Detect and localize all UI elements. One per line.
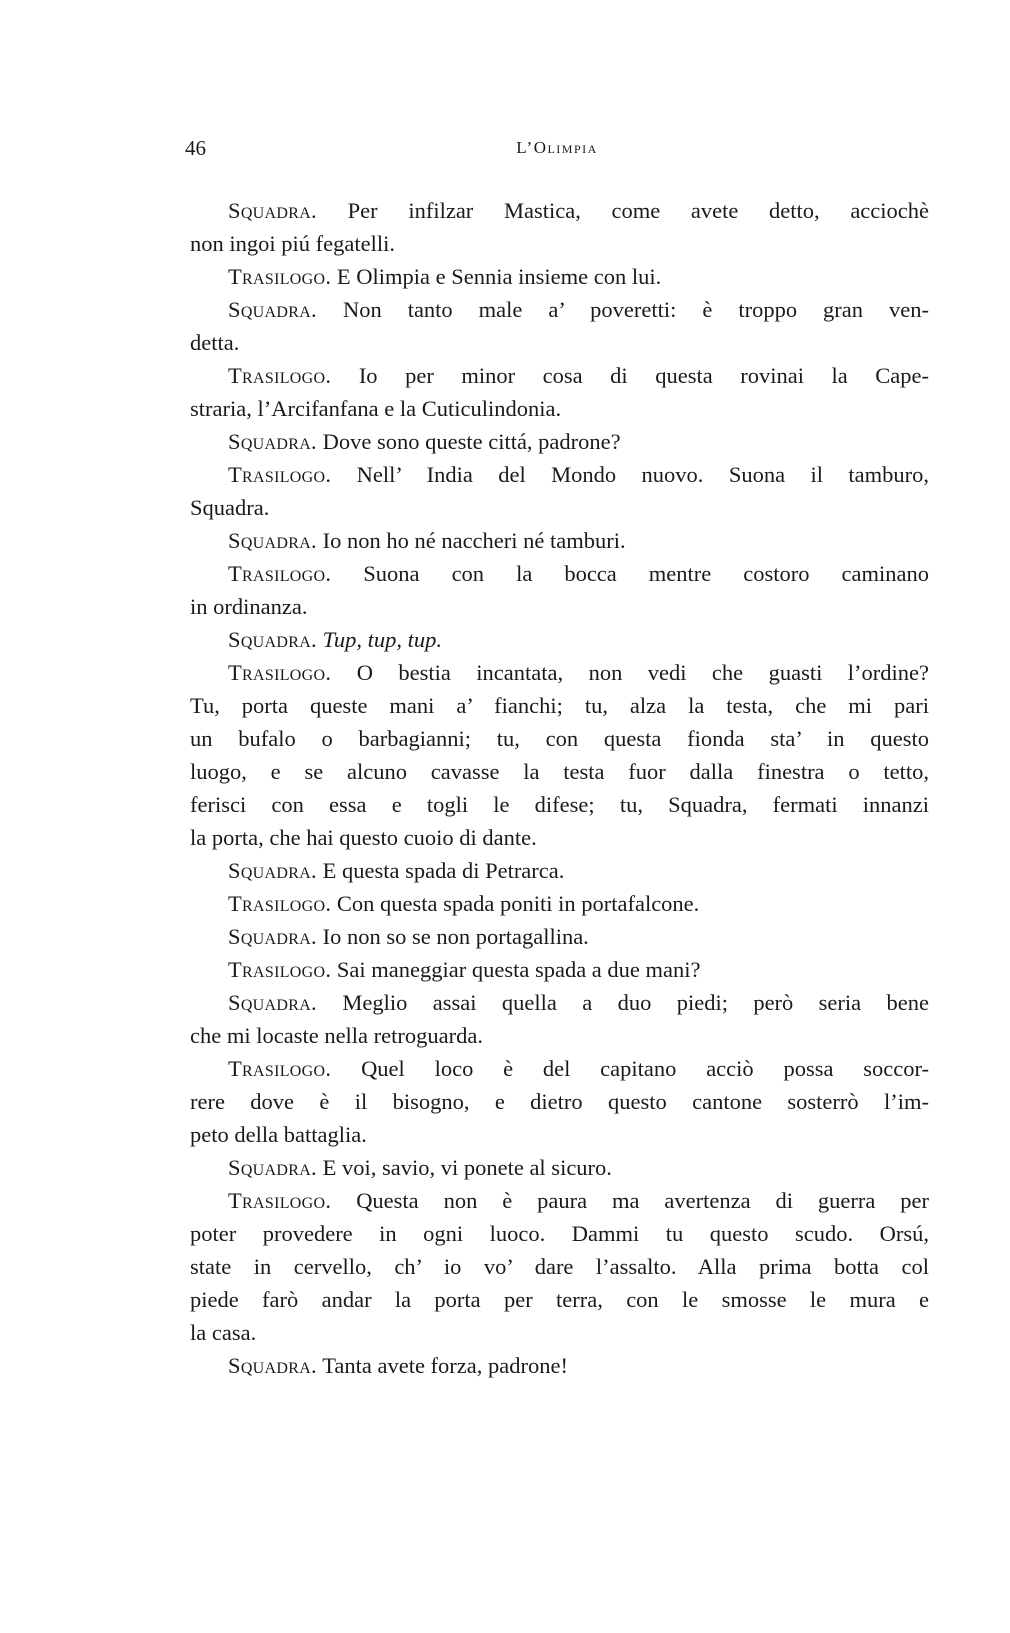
- speech: [190, 1052, 929, 1151]
- text-line: [190, 1151, 929, 1184]
- line-text: Dove sono queste cittá, padrone?: [322, 429, 621, 454]
- line-text: Io non so se non portagallina.: [322, 924, 589, 949]
- speech: [190, 854, 929, 887]
- line-text: Tup, tup, tup.: [322, 627, 443, 652]
- speaker-name: Trasilogo.: [228, 264, 332, 289]
- text-line: [190, 458, 929, 491]
- text-line: [190, 1184, 929, 1217]
- line-text: Quel loco è del capitano acciò possa soccor-: [361, 1056, 929, 1081]
- text-line: [190, 194, 929, 227]
- line-text: peto della battaglia.: [190, 1122, 367, 1147]
- line-text: Tu, porta queste mani a’ fianchi; tu, alza la testa, che mi pari: [190, 693, 929, 718]
- line-text: Questa non è paura ma avertenza di guerra per: [356, 1188, 930, 1213]
- line-text: Squadra.: [190, 495, 270, 520]
- line-text: rere dove è il bisogno, e dietro questo cantone sosterrò l’im-: [190, 1089, 929, 1114]
- text-line: [190, 1250, 929, 1283]
- line-text: Con questa spada poniti in portafalcone.: [336, 891, 700, 916]
- text-line: [190, 557, 929, 590]
- line-text: detta.: [190, 330, 240, 355]
- line-text: Meglio assai quella a duo piedi; però seria bene: [342, 990, 929, 1015]
- speaker-name: Squadra.: [228, 1353, 317, 1378]
- text-line: [190, 887, 929, 920]
- speaker-name: Trasilogo.: [228, 957, 332, 982]
- text-line: [190, 1019, 929, 1052]
- line-text: O bestia incantata, non vedi che guasti l’ordine?: [356, 660, 929, 685]
- speech: [190, 656, 929, 854]
- speaker-name: Trasilogo.: [228, 363, 332, 388]
- speech: [190, 1349, 929, 1382]
- line-text: state in cervello, ch’ io vo’ dare l’assalto. Alla prima botta col: [190, 1254, 929, 1279]
- line-text: Sai maneggiar questa spada a due mani?: [336, 957, 701, 982]
- text-line: [190, 953, 929, 986]
- text-line: [190, 1052, 929, 1085]
- speaker-name: Trasilogo.: [228, 1056, 332, 1081]
- text-line: [190, 656, 929, 689]
- speech: [190, 194, 929, 260]
- text-line: [190, 1085, 929, 1118]
- speaker-name: Squadra.: [228, 1155, 317, 1180]
- line-text: Per infilzar Mastica, come avete detto, acciochè: [347, 198, 930, 223]
- text-line: [190, 524, 929, 557]
- line-text: poter provedere in ogni luoco. Dammi tu questo scudo. Orsú,: [190, 1221, 929, 1246]
- line-text: Non tanto male a’ poveretti: è troppo gran ven-: [342, 297, 929, 322]
- text-line: [190, 1217, 929, 1250]
- speaker-name: Squadra.: [228, 627, 317, 652]
- line-text: Suona con la bocca mentre costoro caminano: [363, 561, 930, 586]
- line-text: Nell’ India del Mondo nuovo. Suona il tamburo,: [356, 462, 929, 487]
- text-line: [190, 788, 929, 821]
- text-line: [190, 623, 929, 656]
- speaker-name: Squadra.: [228, 429, 317, 454]
- line-text: Io per minor cosa di questa rovinai la Cape-: [358, 363, 930, 388]
- text-line: [190, 1349, 929, 1382]
- line-text: ferisci con essa e togli le difese; tu, Squadra, fermati innanzi: [190, 792, 929, 817]
- line-text: Io non ho né naccheri né tamburi.: [322, 528, 626, 553]
- text-line: [190, 260, 929, 293]
- speaker-name: Trasilogo.: [228, 1188, 332, 1213]
- speech: [190, 524, 929, 557]
- page-number: 46: [185, 136, 206, 160]
- text-line: [190, 227, 929, 260]
- speech: [190, 359, 929, 425]
- line-text: non ingoi piú fegatelli.: [190, 231, 395, 256]
- speech: [190, 953, 929, 986]
- text-line: [190, 491, 929, 524]
- line-text: un bufalo o barbagianni; tu, con questa fionda sta’ in questo: [190, 726, 929, 751]
- line-text: straria, l’Arcifanfana e la Cuticulindonia.: [190, 396, 562, 421]
- speech: [190, 986, 929, 1052]
- speaker-name: Trasilogo.: [228, 561, 332, 586]
- text-line: [190, 755, 929, 788]
- speech: [190, 458, 929, 524]
- speech: [190, 1184, 929, 1349]
- text-line: [190, 359, 929, 392]
- text-line: [190, 986, 929, 1019]
- speaker-name: Squadra.: [228, 297, 317, 322]
- text-line: [190, 1283, 929, 1316]
- speech: [190, 623, 929, 656]
- text-line: [190, 821, 929, 854]
- text-line: [190, 854, 929, 887]
- text-line: [190, 722, 929, 755]
- speaker-name: Squadra.: [228, 198, 317, 223]
- line-text: piede farò andar la porta per terra, con le smosse le mura e: [190, 1287, 929, 1312]
- text-line: [190, 1118, 929, 1151]
- line-text: luogo, e se alcuno cavasse la testa fuor dalla finestra o tetto,: [190, 759, 929, 784]
- speaker-name: Squadra.: [228, 528, 317, 553]
- line-text: Tanta avete forza, padrone!: [322, 1353, 568, 1378]
- speaker-name: Squadra.: [228, 924, 317, 949]
- speech: [190, 425, 929, 458]
- speaker-name: Trasilogo.: [228, 660, 332, 685]
- text-line: [190, 392, 929, 425]
- speech: [190, 293, 929, 359]
- text-line: [190, 590, 929, 623]
- speech: [190, 1151, 929, 1184]
- text-line: [190, 425, 929, 458]
- dialogue-text: [190, 194, 929, 1382]
- line-text: la casa.: [190, 1320, 257, 1345]
- text-line: [190, 689, 929, 722]
- speech: [190, 260, 929, 293]
- line-text: che mi locaste nella retroguarda.: [190, 1023, 483, 1048]
- speech: [190, 887, 929, 920]
- speech: [190, 557, 929, 623]
- speaker-name: Squadra.: [228, 990, 317, 1015]
- text-line: [190, 1316, 929, 1349]
- line-text: E Olimpia e Sennia insieme con lui.: [336, 264, 662, 289]
- line-text: E questa spada di Petrarca.: [322, 858, 565, 883]
- speech: [190, 920, 929, 953]
- line-text: in ordinanza.: [190, 594, 308, 619]
- text-line: [190, 293, 929, 326]
- line-text: E voi, savio, vi ponete al sicuro.: [322, 1155, 612, 1180]
- speaker-name: Trasilogo.: [228, 891, 332, 916]
- running-title: L’Olimpia: [516, 138, 598, 157]
- text-line: [190, 920, 929, 953]
- text-line: [190, 326, 929, 359]
- speaker-name: Squadra.: [228, 858, 317, 883]
- line-text: la porta, che hai questo cuoio di dante.: [190, 825, 537, 850]
- speaker-name: Trasilogo.: [228, 462, 332, 487]
